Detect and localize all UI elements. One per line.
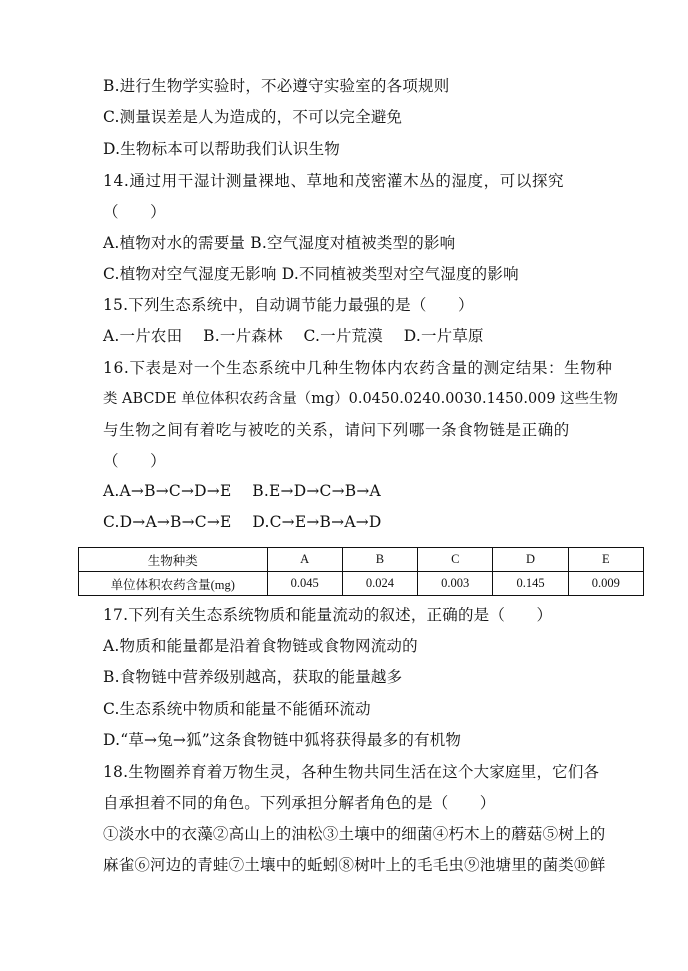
table-cell: 0.009 <box>568 572 643 596</box>
table-cell: D <box>493 548 568 572</box>
table-cell: E <box>568 548 643 572</box>
question-16-blank: （ ） <box>103 452 166 470</box>
pesticide-table <box>78 547 644 596</box>
question-18-line4: 麻雀⑥河边的青蛙⑦土壤中的蚯蚓⑧树叶上的毛毛虫⑨池塘里的菌类⑩鲜 <box>103 856 606 874</box>
options-14-ab: A.植物对水的需要量 B.空气湿度对植被类型的影响 <box>103 234 456 252</box>
table-cell: 0.003 <box>418 572 493 596</box>
option-17a: A.物质和能量都是沿着食物链或食物网流动的 <box>103 637 418 655</box>
table-cell: A <box>267 548 342 572</box>
table-cell: 0.024 <box>342 572 417 596</box>
options-14-cd: C.植物对空气湿度无影响 D.不同植被类型对空气湿度的影响 <box>103 265 519 283</box>
table-header-row <box>79 548 644 572</box>
question-16-line2: 类 ABCDE 单位体积农药含量（mg）0.0450.0240.0030.1450.009 这些生物 <box>103 391 618 407</box>
question-16-line3: 与生物之间有着吃与被吃的关系，请问下列哪一条食物链是正确的 <box>103 421 570 439</box>
question-17: 17.下列有关生态系统物质和能量流动的叙述，正确的是（ ） <box>103 606 553 624</box>
table-cell: B <box>342 548 417 572</box>
option-13d: D.生物标本可以帮助我们认识生物 <box>103 140 341 158</box>
question-14-blank: （ ） <box>103 203 166 221</box>
table-cell: C <box>418 548 493 572</box>
question-18-line3: ①淡水中的衣藻②高山上的油松③土壤中的细菌④朽木上的蘑菇⑤树上的 <box>103 825 606 843</box>
options-16-cd: C.D→A→B→C→E D.C→E→B→A→D <box>103 513 382 531</box>
table-cell: 0.045 <box>267 572 342 596</box>
question-15: 15.下列生态系统中，自动调节能力最强的是（ ） <box>103 296 474 314</box>
question-14: 14.通过用干湿计测量裸地、草地和茂密灌木丛的湿度，可以探究 <box>103 172 565 190</box>
table-row <box>79 572 644 596</box>
options-15: A.一片农田 B.一片森林 C.一片荒漠 D.一片草原 <box>103 327 484 345</box>
question-18-line1: 18.生物圈养育着万物生灵，各种生物共同生活在这个大家庭里，它们各 <box>103 763 600 781</box>
table-cell: 0.145 <box>493 572 568 596</box>
question-18-line2: 自承担着不同的角色。下列承担分解者角色的是（ ） <box>103 794 496 812</box>
table-cell: 生物种类 <box>79 548 268 572</box>
option-13b: B.进行生物学实验时，不必遵守实验室的各项规则 <box>103 77 450 95</box>
question-16-line1: 16.下表是对一个生态系统中几种生物体内农药含量的测定结果：生物种 <box>103 359 613 377</box>
option-17c: C.生态系统中物质和能量不能循环流动 <box>103 700 371 718</box>
options-16-ab: A.A→B→C→D→E B.E→D→C→B→A <box>103 482 381 500</box>
option-17d: D.“草→兔→狐”这条食物链中狐将获得最多的有机物 <box>103 731 462 749</box>
option-17b: B.食物链中营养级别越高，获取的能量越多 <box>103 668 403 686</box>
table-cell: 单位体积农药含量(mg) <box>79 572 268 596</box>
option-13c: C.测量误差是人为造成的，不可以完全避免 <box>103 108 403 126</box>
